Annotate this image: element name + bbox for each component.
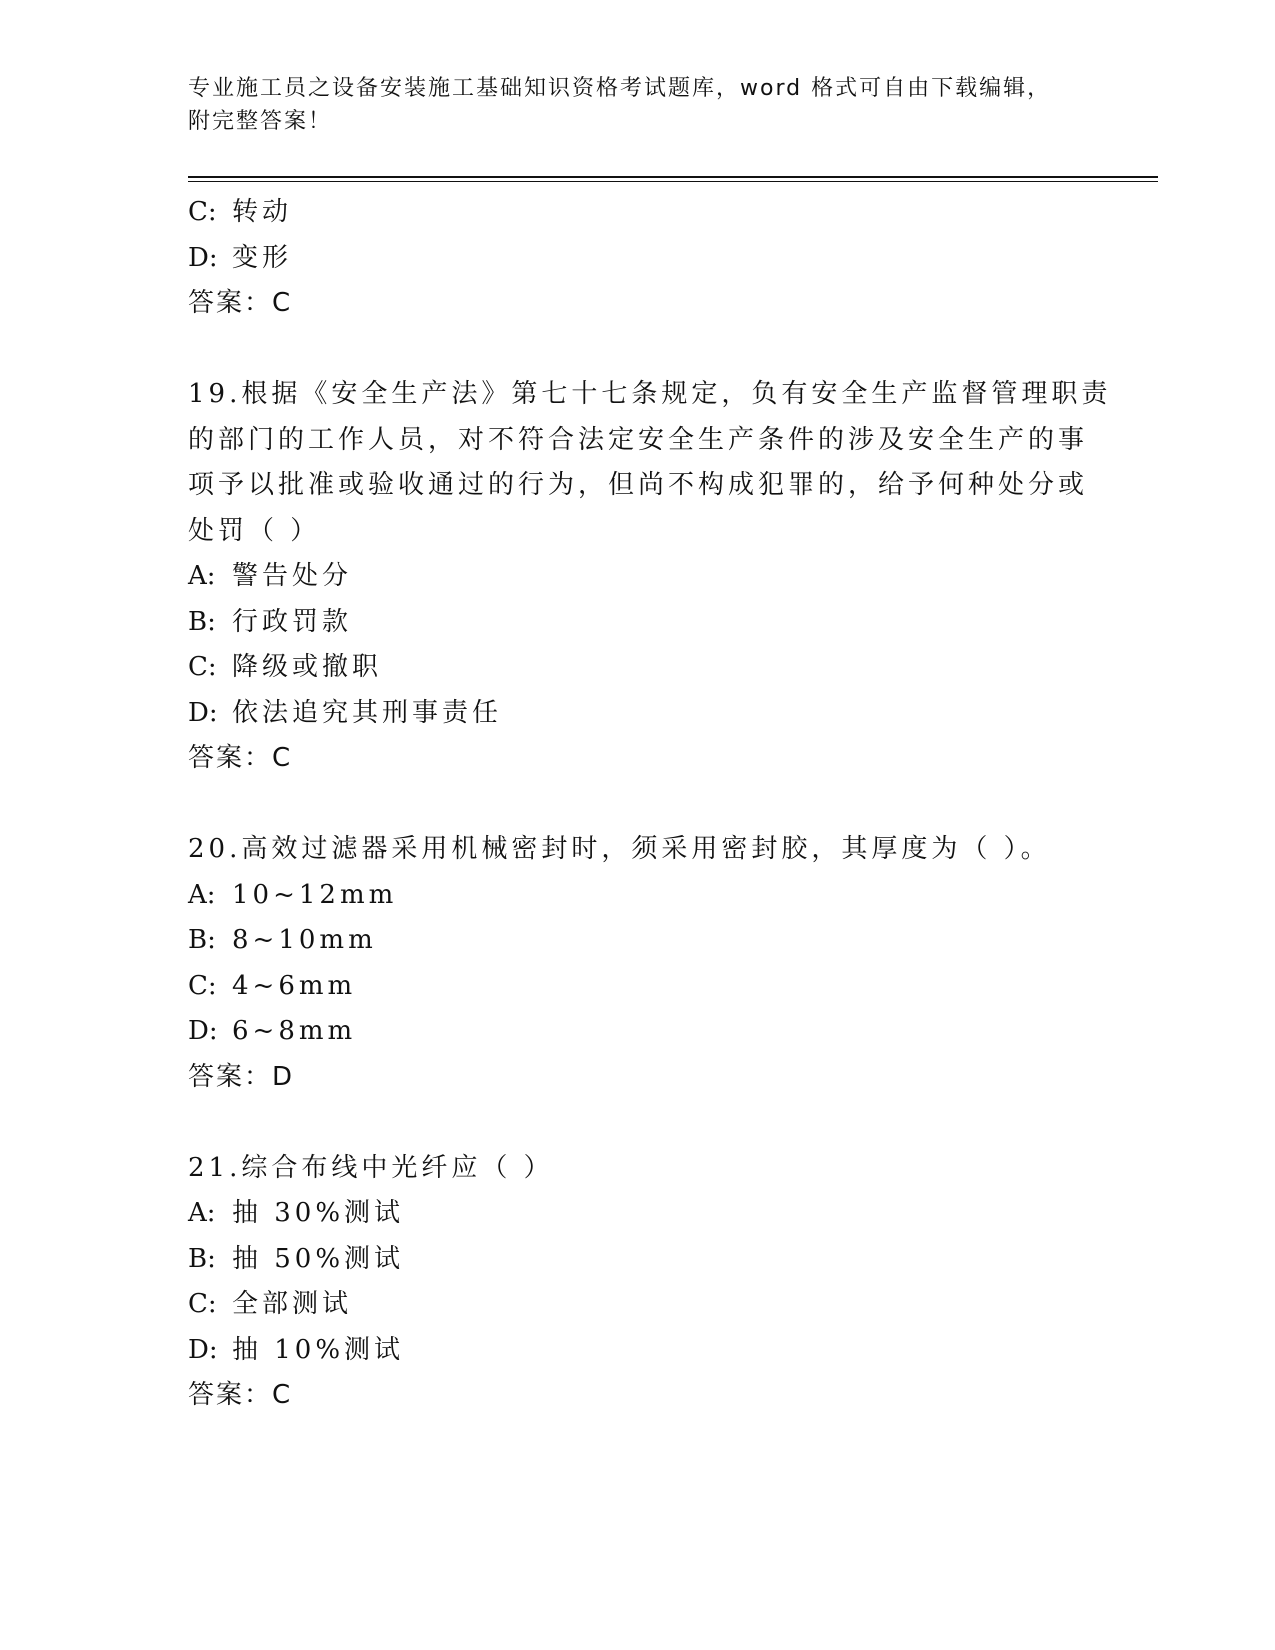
option-text: 转动	[232, 197, 293, 227]
question-19	[188, 372, 1112, 782]
option-b	[188, 918, 1088, 964]
option-letter: B:	[188, 925, 216, 955]
question-21	[188, 1146, 1088, 1419]
option-a	[188, 1191, 1088, 1237]
option-letter: D:	[188, 1016, 218, 1046]
spacer	[188, 1100, 1088, 1146]
option-text: 8~10mm	[232, 925, 377, 955]
spacer	[188, 782, 1088, 828]
option-letter: B:	[188, 606, 216, 637]
question-stem-line: 处罚（ ）	[188, 515, 321, 546]
option-d	[188, 691, 1088, 737]
option-text: 降级或撤职	[232, 652, 383, 682]
option-c	[188, 645, 1088, 691]
spacer	[188, 327, 1088, 373]
option-text: 抽 10%测试	[232, 1334, 405, 1365]
option-text: 抽 50%测试	[232, 1243, 405, 1274]
option-letter: B:	[188, 1243, 216, 1274]
option-d	[188, 236, 1088, 282]
answer-line: 答案：C	[188, 1380, 293, 1410]
option-letter: C:	[188, 1289, 217, 1319]
header-line-1: 专业施工员之设备安装施工基础知识资格考试题库，word 格式可自由下载编辑，	[188, 76, 1052, 101]
option-letter: C:	[188, 652, 217, 682]
question-20	[188, 827, 1088, 1100]
question-list	[188, 190, 1112, 1419]
option-a	[188, 554, 1088, 600]
option-letter: A:	[188, 561, 216, 591]
answer-line: 答案：D	[188, 1061, 295, 1092]
option-letter: A:	[188, 879, 216, 910]
question-stem-line: 19.根据《安全生产法》第七十七条规定，负有安全生产监督管理职责	[188, 379, 1112, 409]
option-a	[188, 873, 1088, 919]
header-line-2: 附完整答案！	[188, 109, 333, 134]
option-text: 警告处分	[232, 561, 353, 591]
option-text: 10~12mm	[232, 879, 398, 910]
option-d	[188, 1009, 1088, 1055]
option-letter: D:	[188, 1334, 218, 1365]
question-stem-line: 21.综合布线中光纤应（ ）	[188, 1152, 554, 1183]
option-text: 抽 30%测试	[232, 1198, 405, 1228]
option-c	[188, 190, 1088, 236]
option-letter: D:	[188, 697, 218, 728]
option-d	[188, 1328, 1088, 1374]
question-18	[188, 190, 1088, 327]
option-letter: C:	[188, 970, 217, 1001]
option-c	[188, 964, 1088, 1010]
header-divider-thin	[188, 181, 1158, 182]
answer-line: 答案：C	[188, 743, 293, 773]
document-header	[188, 72, 1088, 138]
option-letter: C:	[188, 197, 217, 227]
option-text: 4~6mm	[232, 970, 357, 1001]
option-text: 全部测试	[232, 1289, 353, 1319]
option-text: 6~8mm	[232, 1016, 357, 1046]
question-stem-line: 的部门的工作人员，对不符合法定安全生产条件的涉及安全生产的事	[188, 424, 1089, 455]
option-b	[188, 1237, 1088, 1283]
option-text: 变形	[232, 242, 293, 273]
option-b	[188, 600, 1088, 646]
question-stem-line: 项予以批准或验收通过的行为，但尚不构成犯罪的，给予何种处分或	[188, 470, 1089, 500]
option-letter: A:	[188, 1198, 216, 1228]
answer-line: 答案：C	[188, 288, 293, 318]
question-stem-line: 20.高效过滤器采用机械密封时，须采用密封胶，其厚度为（ ）。	[188, 834, 1051, 864]
option-text: 行政罚款	[232, 606, 353, 637]
option-c	[188, 1282, 1088, 1328]
header-divider-thick	[188, 176, 1158, 178]
option-letter: D:	[188, 242, 218, 273]
option-text: 依法追究其刑事责任	[232, 697, 503, 728]
